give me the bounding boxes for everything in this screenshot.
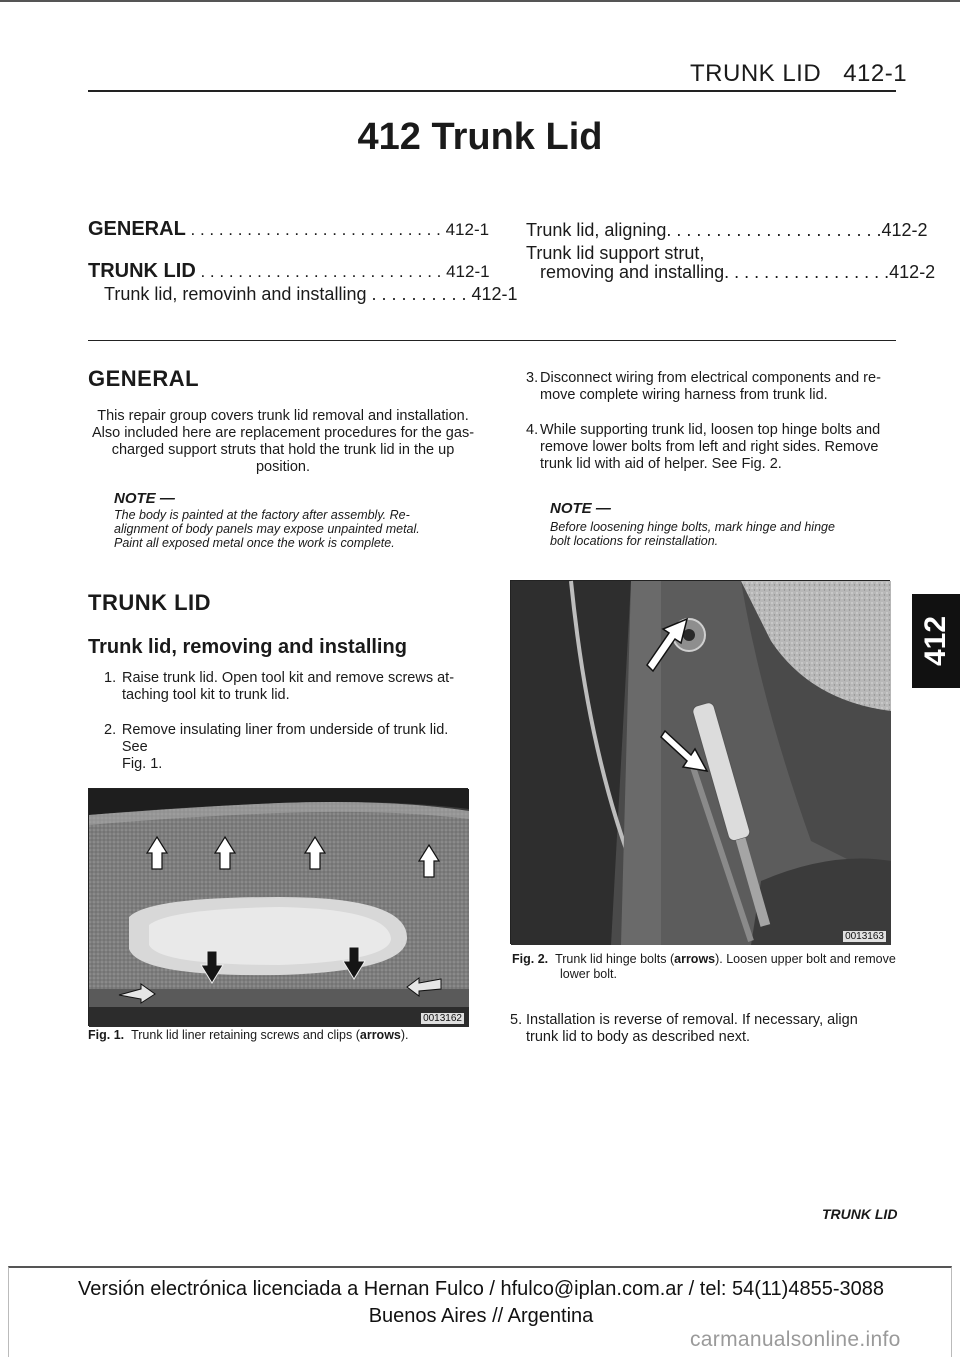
step-line: trunk lid to body as described next. — [526, 1029, 751, 1045]
step-number: 5. — [510, 1012, 523, 1028]
toc-entry-trunk-lid[interactable] — [88, 260, 490, 283]
running-head-page: 412-1 — [843, 60, 908, 87]
note-line: The body is painted at the factory after assembly. Re- — [114, 508, 410, 522]
step-number: 4. — [526, 422, 539, 438]
fig1-code: 0013162 — [423, 1013, 462, 1024]
step-line: Remove insulating liner from underside of trunk lid. See — [121, 722, 449, 755]
note-line: Paint all exposed metal once the work is complete. — [114, 536, 395, 550]
step-line: Raise trunk lid. Open tool kit and remove screws at- — [122, 670, 455, 686]
license-line-1: Versión electrónica licenciada a Hernan Fulco / hfulco@iplan.com.ar / tel: 54(11)4855-3088 — [78, 1278, 884, 1300]
trunk-lid-heading: TRUNK LID — [88, 590, 212, 615]
step-number: 2. — [104, 722, 117, 738]
step-line: remove lower bolts from left and right sides. Remove — [540, 439, 879, 455]
fig2-caption-label: Fig. 2. — [512, 952, 549, 966]
toc-entry-aligning[interactable] — [526, 220, 928, 241]
step-2 — [104, 722, 476, 773]
intro-line: charged support struts that hold the trunk lid in the up position. — [111, 442, 455, 475]
toc-entry-removing-installing[interactable] — [104, 284, 518, 305]
toc-entry-general[interactable] — [88, 218, 490, 241]
note-line: alignment of body panels may expose unpainted metal. — [114, 522, 420, 536]
step-1 — [104, 670, 476, 704]
license-line-2: Buenos Aires // Argentina — [368, 1305, 594, 1327]
toc-label: removing and installing — [540, 262, 725, 282]
fig2-caption-text-end: ). Loosen upper bolt and remove — [715, 952, 896, 966]
toc-dots: . . . . . . . . . . . . . . . . . . . . . . . . . . . — [185, 220, 446, 239]
toc-dots: . . . . . . . . . . . . . . . . . . . . . . — [666, 220, 882, 240]
step-3 — [526, 370, 896, 404]
intro-line: Also included here are replacement procedures for the gas- — [91, 425, 475, 441]
note-line: bolt locations for reinstallation. — [550, 534, 719, 548]
fig1-caption — [88, 1028, 478, 1043]
toc-label: Trunk lid, aligning — [526, 220, 667, 240]
fig2-caption-line2: lower bolt. — [560, 967, 617, 981]
page-title: 412 Trunk Lid — [357, 116, 603, 158]
toc-label: GENERAL — [88, 218, 186, 240]
fig2-caption-text: Trunk lid hinge bolts ( — [555, 952, 675, 966]
running-head — [690, 60, 908, 88]
toc-entry-strut[interactable] — [540, 262, 936, 283]
step-line: trunk lid with aid of helper. See Fig. 2. — [540, 456, 782, 472]
general-note — [114, 508, 474, 550]
fig1-illustration — [89, 789, 469, 1027]
intro-line: This repair group covers trunk lid removal and installation. — [97, 408, 469, 424]
toc-dots: . . . . . . . . . . . . . . . . . — [724, 262, 890, 282]
running-head-section: TRUNK LID — [690, 60, 822, 87]
watermark: carmanualsonline.info — [690, 1328, 901, 1351]
toc-label: Trunk lid support strut, — [526, 243, 705, 263]
toc-label: TRUNK LID — [88, 260, 196, 282]
step-line: Installation is reverse of removal. If necessary, align — [526, 1012, 858, 1028]
fig1-photo — [88, 788, 468, 1026]
toc-page: 412-1 — [445, 220, 490, 239]
general-heading: GENERAL — [88, 366, 200, 391]
fig1-caption-bold: arrows — [359, 1028, 401, 1042]
fig2-photo — [510, 580, 890, 944]
toc-label: Trunk lid, removinh and installing — [104, 284, 367, 304]
fig1-caption-end: ). — [400, 1028, 409, 1042]
toc-rule — [88, 340, 896, 341]
toc-page: 412-2 — [881, 220, 928, 240]
step-line: Fig. 1. — [122, 756, 163, 772]
step-number: 3. — [526, 370, 539, 386]
footer-section-mark: TRUNK LID — [822, 1206, 898, 1222]
toc-page: 412-1 — [446, 262, 490, 281]
removing-installing-heading: Trunk lid, removing and installing — [88, 636, 407, 658]
hinge-note-heading: NOTE — — [550, 500, 611, 517]
fig1-caption-label: Fig. 1. — [88, 1028, 125, 1042]
section-tab-label: 412 — [919, 615, 952, 667]
step-line: Disconnect wiring from electrical components and re- — [540, 370, 881, 386]
fig2-caption — [512, 952, 896, 982]
header-rule — [88, 90, 896, 92]
toc-entry-strut-heading — [526, 243, 896, 264]
general-intro — [88, 408, 478, 476]
step-5 — [510, 1012, 896, 1046]
fig2-illustration — [511, 581, 891, 945]
top-border — [0, 0, 960, 2]
fig2-caption-bold: arrows — [674, 952, 716, 966]
fig1-caption-text: Trunk lid liner retaining screws and clips ( — [131, 1028, 360, 1042]
toc-dots: . . . . . . . . . . . . . . . . . . . . . . . . . . — [195, 262, 447, 281]
note-line: Before loosening hinge bolts, mark hinge and hinge — [550, 520, 835, 534]
toc-page: 412-2 — [889, 262, 936, 282]
toc-dots: . . . . . . . . . . — [366, 284, 472, 304]
step-line: move complete wiring harness from trunk lid. — [540, 387, 828, 403]
step-4 — [526, 422, 896, 473]
general-note-heading: NOTE — — [114, 490, 175, 507]
step-number: 1. — [104, 670, 117, 686]
fig2-code: 0013163 — [845, 931, 884, 942]
section-tab — [912, 594, 960, 688]
toc-page: 412-1 — [471, 284, 518, 304]
hinge-note — [550, 520, 896, 548]
step-line: While supporting trunk lid, loosen top hinge bolts and — [540, 422, 881, 438]
step-line: taching tool kit to trunk lid. — [122, 687, 290, 703]
